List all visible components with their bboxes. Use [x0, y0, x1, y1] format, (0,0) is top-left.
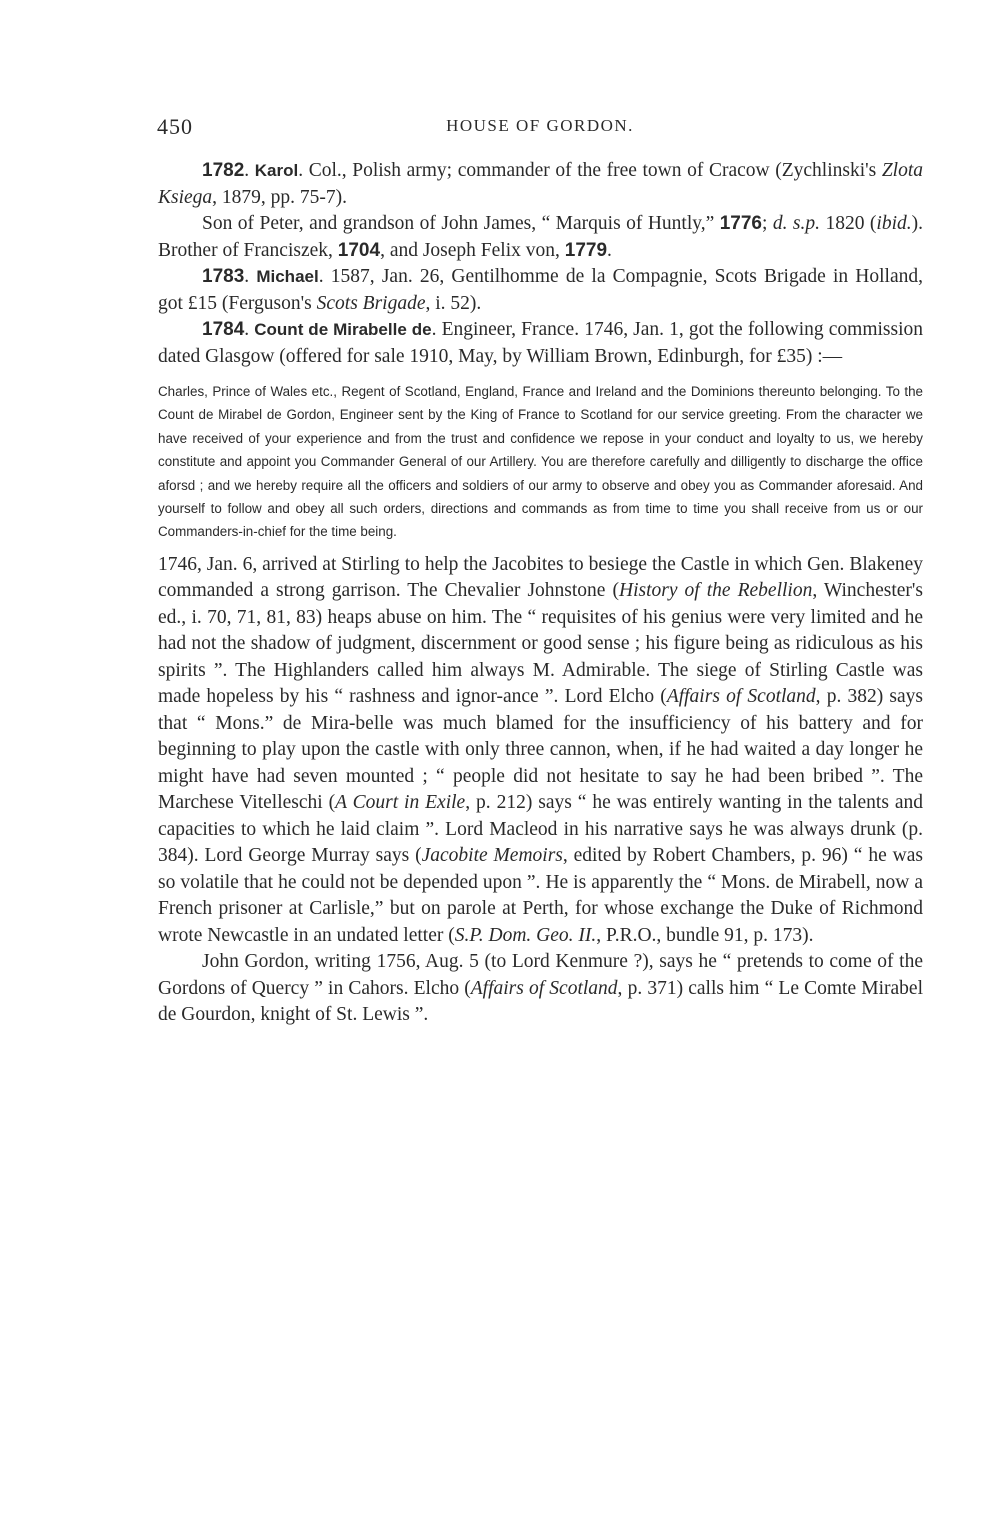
- running-head: HOUSE OF GORDON.: [446, 116, 634, 135]
- narrative-paragraph: 1746, Jan. 6, arrived at Stirling to help the Jacobites to besiege the Castle in which Gen. Blakeney commanded a strong garrison. The Chevalier Johnstone (History of the Rebellion, Winchester's ed., i. 70, 71, 81, 83) heaps abuse on him. The “ requisites of his genius were very limited and he had not the shadow of judgment, discernment or good sense ; his figure being as ridiculous as his spirits ”. The Highlanders called him always M. Admirable. The siege of Stirling Castle was made hopeless by his “ rashness and ignor-ance ”. Lord Elcho (Affairs of Scotland, p. 382) says that “ Mons.” de Mira-belle was much blamed for the insufficiency of his battery and for beginning to play upon the castle with only three cannon, when, if he had waited a day longer he might have had seven mounted ; “ people did not hesitate to say he had been bribed ”. The Marchese Vitelleschi (A Court in Exile, p. 212) says “ he was entirely wanting in the talents and capacities to which he laid claim ”. Lord Macleod in his narrative says he was always drunk (p. 384). Lord George Murray says (Jacobite Memoirs, edited by Robert Chambers, p. 96) “ he was so volatile that he could not be depended upon ”. He is apparently the “ Mons. de Mirabell, now a French prisoner at Carlisle,” but on parole at Perth, for whose exchange the Duke of Richmond wrote Newcastle in an undated letter (S.P. Dom. Geo. II., P.R.O., bundle 91, p. 173).: [158, 553, 924, 946]
- page-header: [157, 114, 923, 144]
- entry-name: Michael: [256, 267, 319, 286]
- entry-name: Karol: [254, 161, 299, 180]
- entry-1784: 1784. Count de Mirabelle de. Engineer, France. 1746, Jan. 1, got the following commission dated Glasgow (offered for sale 1910, May, by William Brown, Edinburgh, for £35) :—: [158, 319, 924, 367]
- entry-1782-note: Son of Peter, and grandson of John James, “ Marquis of Huntly,” 1776; d. s.p. 1820 (ibid.). Brother of Franciszek, 1704, and Joseph Felix von, 1779.: [158, 213, 924, 261]
- entry-number: 1783: [202, 266, 245, 287]
- closing-paragraph: John Gordon, writing 1756, Aug. 5 (to Lord Kenmure ?), says he “ pretends to come of the Gordons of Quercy ” in Cahors. Elcho (Affairs of Scotland, p. 371) calls him “ Le Comte Mirabel de Gourdon, knight of St. Lewis ”.: [158, 951, 923, 1026]
- entry-number: 1784: [202, 319, 245, 340]
- commission-quote: Charles, Prince of Wales etc., Regent of Scotland, England, France and Ireland and the Dominions thereunto belonging. To the Count de Mirabel de Gordon, Engineer sent by the King of France to Scotland for our service greeting. From the character we have received of your experience and from the trust and confidence we repose in your conduct and loyalty to us, we hereby constitute and appoint you Commander General of our Artillery. You are therefore carefully and dilligently to discharge the office aforsd ; and we hereby require all the officers and soldiers of our army to observe and obey you as Commander aforesaid. And yourself to follow and obey all such orders, directions and commands as from time to time you shall receive from us or our Commanders-in-chief for the time being.: [158, 384, 923, 540]
- page-body: [158, 158, 923, 1029]
- entry-1783: 1783. Michael. 1587, Jan. 26, Gentilhomme de la Compagnie, Scots Brigade in Holland, got £15 (Ferguson's Scots Brigade, i. 52).: [158, 266, 924, 314]
- page-number: 450: [157, 114, 193, 139]
- entry-1782: 1782. Karol. Col., Polish army; commander of the free town of Cracow (Zychlinski's Zlota Ksiega, 1879, pp. 75-7).: [158, 160, 924, 208]
- entry-name: Count de Mirabelle de: [254, 320, 432, 339]
- entry-number: 1782: [202, 160, 245, 181]
